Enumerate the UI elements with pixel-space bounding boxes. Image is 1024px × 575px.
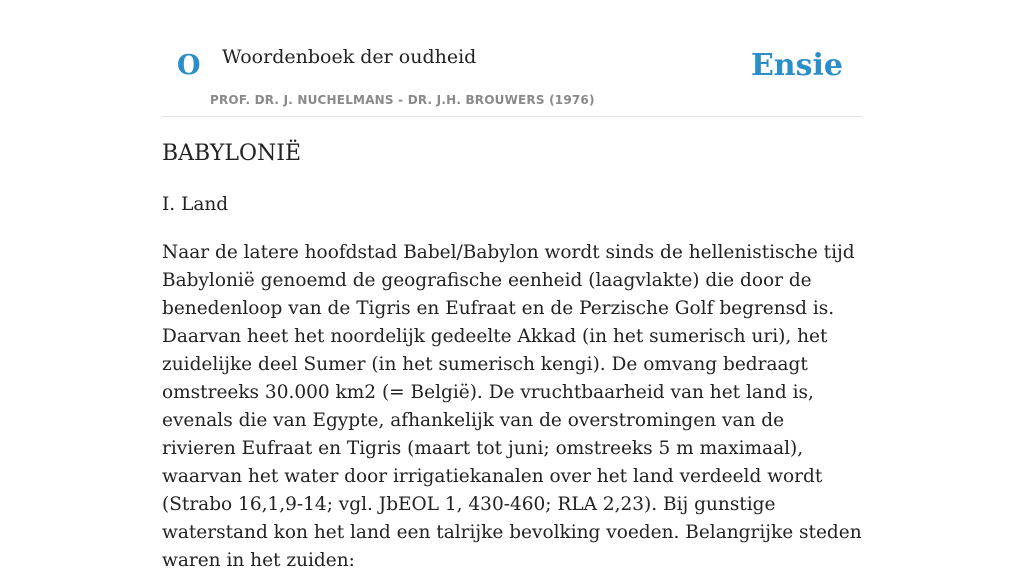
entry-title: BABYLONIË [162, 141, 302, 166]
book-authors: PROF. DR. J. NUCHELMANS - DR. J.H. BROUWERS (1976) [210, 93, 595, 107]
book-title[interactable]: Woordenboek der oudheid [222, 46, 477, 68]
section-title: I. Land [162, 194, 229, 215]
entry-body-text: Naar de latere hoofdstad Babel/Babylon wordt sinds de hellenistische tijd Babylonië genoemd de geografische eenheid (laagvlakte) die door de benedenloop van de Tigris en Eufraat en de Perzische Golf begrensd is. Daarvan heet het noordelijk gedeelte Akkad (in het sumerisch uri), het zuidelijke deel Sumer (in het sumerisch kengi). De omvang bedraagt omstreeks 30.000 km2 (= België). De vruchtbaarheid van het land is, evenals die van Egypte, afhankelijk van de overstromingen van de rivieren Eufraat en Tigris (maart tot juni; omstreeks 5 m maximaal), waarvan het water door irrigatiekanalen over het land verdeeld wordt (Strabo 16,1,9-14; vgl. JbEOL 1, 430-460; RLA 2,23). Bij gunstige waterstand kon het land een talrijke bevolking voeden. Belangrijke steden waren in het zuiden: [162, 242, 862, 571]
page [162, 0, 862, 571]
letter-badge[interactable]: O [177, 50, 201, 81]
brand-logo[interactable]: Ensie [750, 48, 843, 83]
header [162, 0, 862, 117]
